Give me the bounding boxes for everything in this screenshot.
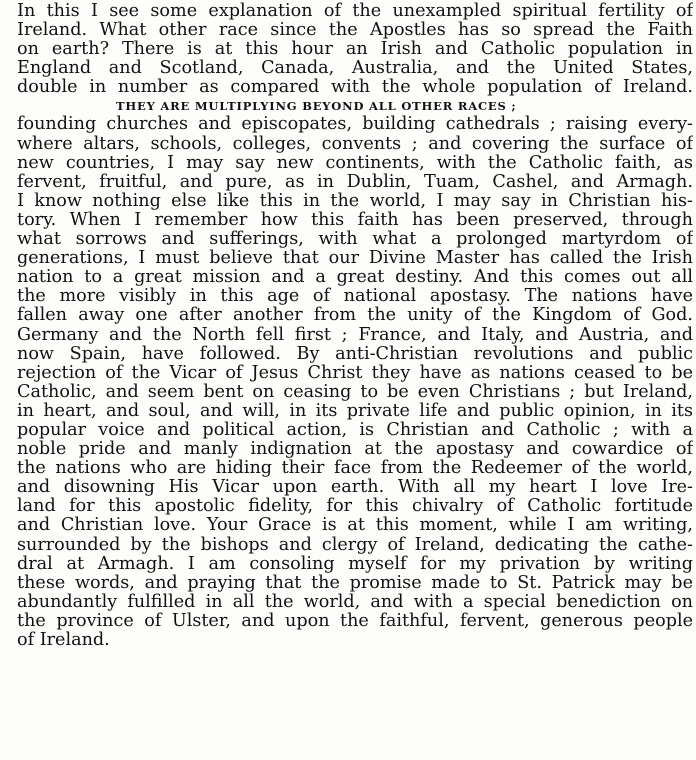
text-line: and disowning His Vicar upon earth. With all my heart I love Ire-	[17, 478, 693, 498]
text-line: Germany and the North fell first ; France, and Italy, and Austria, and	[17, 325, 693, 345]
text-line: the province of Ulster, and upon the faithful, fervent, generous people	[17, 611, 693, 631]
text-line: now Spain, have followed. By anti-Christian revolutions and public	[17, 344, 693, 364]
text-line: where altars, schools, colleges, convents ; and covering the surface of	[17, 134, 693, 154]
text-line: noble pride and manly indignation at the apostasy and cowardice of	[17, 440, 693, 460]
text-line: popular voice and political action, is Christian and Catholic ; with a	[17, 420, 693, 440]
text-line: England and Scotland, Canada, Australia, and the United States,	[17, 59, 693, 79]
text-line: dral at Armagh. I am consoling myself for my privation by writing	[17, 554, 693, 574]
text-line: I know nothing else like this in the world, I may say in Christian his-	[17, 191, 693, 211]
text-line: double in number as compared with the whole population of Ireland.	[17, 78, 693, 98]
text-line: generations, I must believe that our Divine Master has called the Irish	[17, 249, 693, 269]
text-line: founding churches and episcopates, building cathedrals ; raising every-	[17, 115, 693, 135]
paragraph-intro	[17, 2, 693, 97]
text-line: land for this apostolic fidelity, for this chivalry of Catholic fortitude	[17, 497, 693, 517]
text-line: fallen away one after another from the unity of the Kingdom of God.	[17, 306, 693, 326]
text-line: these words, and praying that the promise made to St. Patrick may be	[17, 573, 693, 593]
paragraph-main	[17, 97, 693, 650]
text-line: Ireland. What other race since the Apostles has so spread the Faith	[17, 21, 693, 41]
text-line: abundantly fulfilled in all the world, and with a special benediction on	[17, 592, 693, 612]
text-line: new countries, I may say new continents, with the Catholic faith, as	[17, 153, 693, 173]
text-line: tory. When I remember how this faith has been preserved, through	[17, 210, 693, 230]
text-line: what sorrows and sufferings, with what a prolonged martyrdom of	[17, 230, 693, 250]
text-line: and Christian love. Your Grace is at this moment, while I am writing,	[17, 516, 693, 536]
text-line: Catholic, and seem bent on ceasing to be even Christians ; but Ireland,	[17, 382, 693, 402]
text-line: fervent, fruitful, and pure, as in Dublin, Tuam, Cashel, and Armagh.	[17, 172, 693, 192]
section-heading: THEY ARE MULTIPLYING BEYOND ALL OTHER RACES ;	[116, 99, 517, 114]
text-line: surrounded by the bishops and clergy of Ireland, dedicating the cathe-	[17, 535, 693, 555]
text-line: in heart, and soul, and will, in its private life and public opinion, in its	[17, 401, 693, 421]
text-line: nation to a great mission and a great destiny. And this comes out all	[17, 268, 693, 288]
text-line: the nations who are hiding their face from the Redeemer of the world,	[17, 459, 693, 479]
text-line: rejection of the Vicar of Jesus Christ they have as nations ceased to be	[17, 363, 693, 383]
text-line: on earth? There is at this hour an Irish and Catholic population in	[17, 40, 693, 60]
text-line: of Ireland.	[17, 631, 110, 650]
text-line: the more visibly in this age of national apostasy. The nations have	[17, 287, 693, 307]
text-line: In this I see some explanation of the unexampled spiritual fertility of	[17, 2, 693, 21]
